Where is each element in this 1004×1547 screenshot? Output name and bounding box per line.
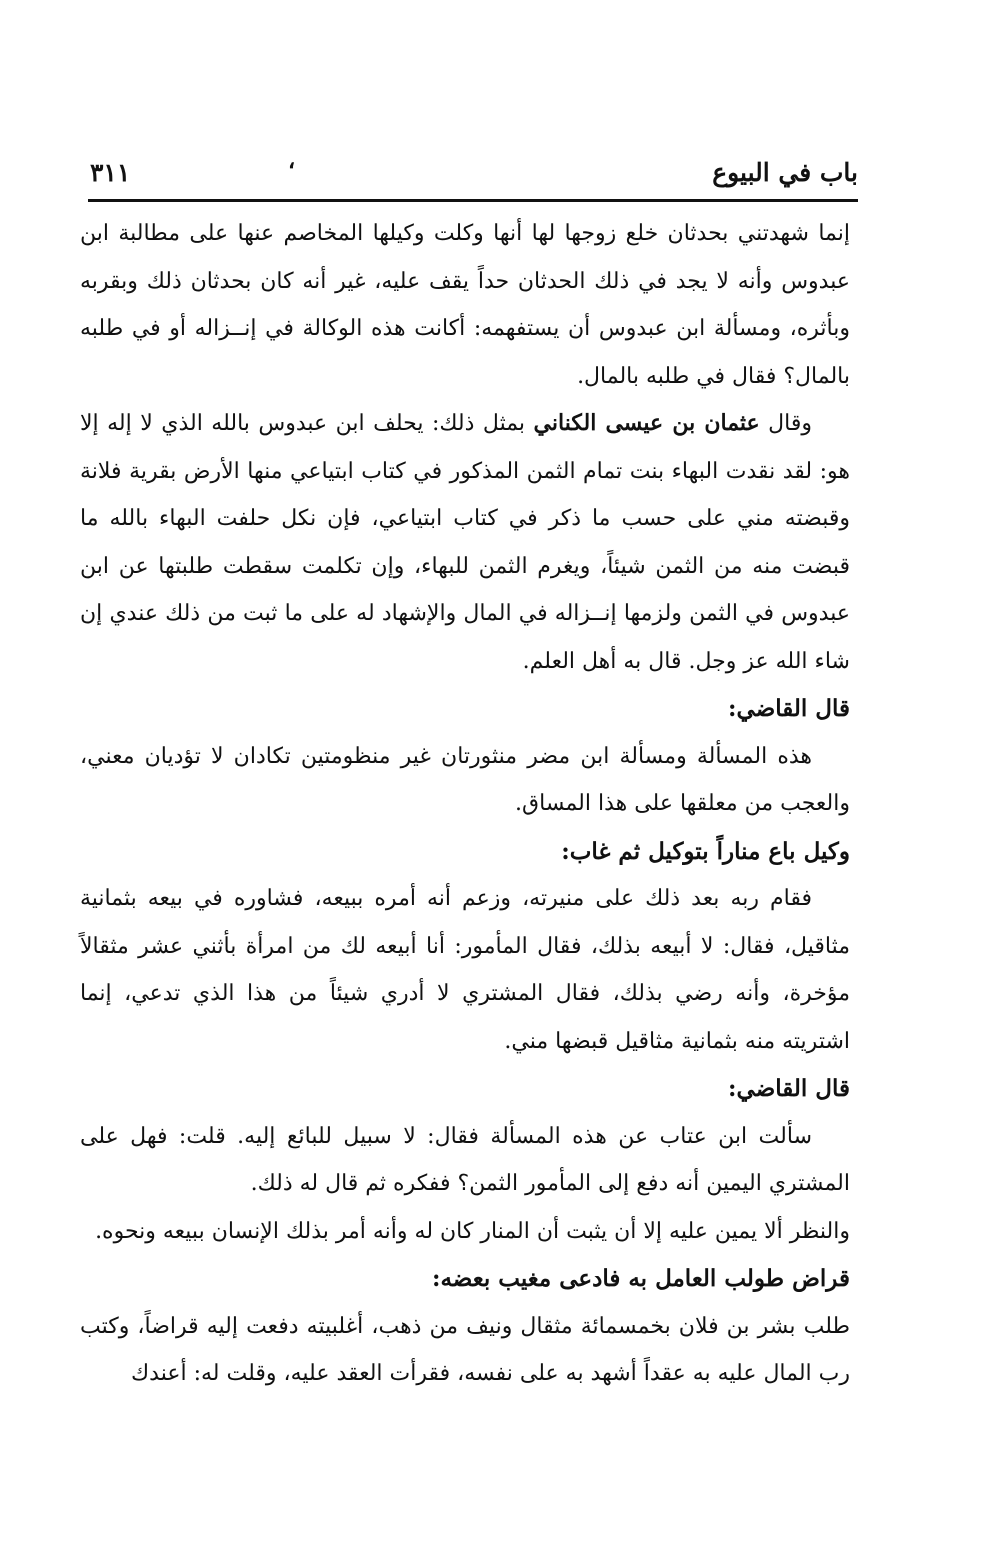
paragraph-1: إنما شهدتني بحدثان خلع زوجها لها أنها وكلت وكيلها المخاصم عنها على مطالبة ابن عبدوس وأنه لا يجد في ذلك الحدثان حداً يقف عليه، غير أنه كان بحدثان ذلك وبقربه وبأثره، ومسألة ابن عبدوس أن يستفهمه: أكانت هذه الوكالة في إنــزاله أو في طلبه بالمال؟ فقال في طلبه بالمال. xyxy=(80,221,850,389)
section-heading-4: قراض طولب العامل به فادعى مغيب بعضه: xyxy=(431,1265,850,1292)
paragraph-5: سألت ابن عتاب عن هذه المسألة فقال: لا سبيل للبائع إليه. قلت: فهل على المشتري اليمين أنه دفع إلى المأمور الثمن؟ ففكره ثم قال له ذلك. xyxy=(80,1123,850,1196)
paragraph-2 xyxy=(80,400,850,685)
running-title: باب في البيوع xyxy=(712,158,858,187)
section-heading-1: قال القاضي: xyxy=(728,695,850,722)
running-header xyxy=(88,150,858,200)
paragraph-6: والنظر ألا يمين عليه إلا أن يثبت أن المنار كان له وأنه أمر بذلك الإنسان ببيعه ونحوه. xyxy=(95,1218,850,1244)
paragraph-7: طلب بشر بن فلان بخمسمائة مثقال ونيف من ذهب، أغلبيته دفعت إليه قراضاً، وكتب رب المال عليه به عقداً أشهد به على نفسه، فقرأت العقد عليه، وقلت له: أعندك xyxy=(80,1313,850,1386)
section-heading-3: قال القاضي: xyxy=(728,1075,850,1102)
paragraph-2-prefix: وقال xyxy=(768,411,812,436)
scholar-name: عثمان بن عيسى الكناني xyxy=(533,410,760,436)
page-number: ٣١١ xyxy=(90,158,131,187)
header-rule xyxy=(88,199,858,202)
paragraph-4: فقام ربه بعد ذلك على منيرته، وزعم أنه أمره ببيعه، فشاوره في بيعه بثمانية مثاقيل، فقال: لا أبيعه بذلك، فقال المأمور: أنا أبيعه لك من امرأة بأثني عشر مثقالاً مؤخرة، وأنه رضي بذلك، فقال المشتري لا أدري شيئاً من هذا الذي تدعي، إنما اشتريته منه بثمانية مثاقيل قبضها مني. xyxy=(80,886,850,1054)
paragraph-3: هذه المسألة ومسألة ابن مضر منثورتان غير منظومتين تكادان لا تؤديان معني، والعجب من معلقها على هذا المساق. xyxy=(80,743,850,816)
paragraph-2-rest: بمثل ذلك: يحلف ابن عبدوس بالله الذي لا إله إلا هو: لقد نقدت البهاء بنت تمام الثمن المذكور في كتاب ابتياعي منها الأرض بقرية فلانة وقبضته مني على حسب ما ذكر في كتاب ابتياعي، فإن نكل حلفت البهاء بالله ما قبضت منه من الثمن شيئاً، ويغرم الثمن للبهاء، وإن تكلمت سقطت طلبتها عن ابن عبدوس في الثمن ولزمها إنــزاله في المال والإشهاد له على ما ثبت من ذلك عندي إن شاء الله عز وجل. قال به أهل العلم. xyxy=(80,411,850,674)
section-heading-2: وكيل باع مناراً بتوكيل ثم غاب: xyxy=(561,837,850,865)
body-text xyxy=(80,210,850,1398)
header-mark: ، xyxy=(288,148,296,174)
